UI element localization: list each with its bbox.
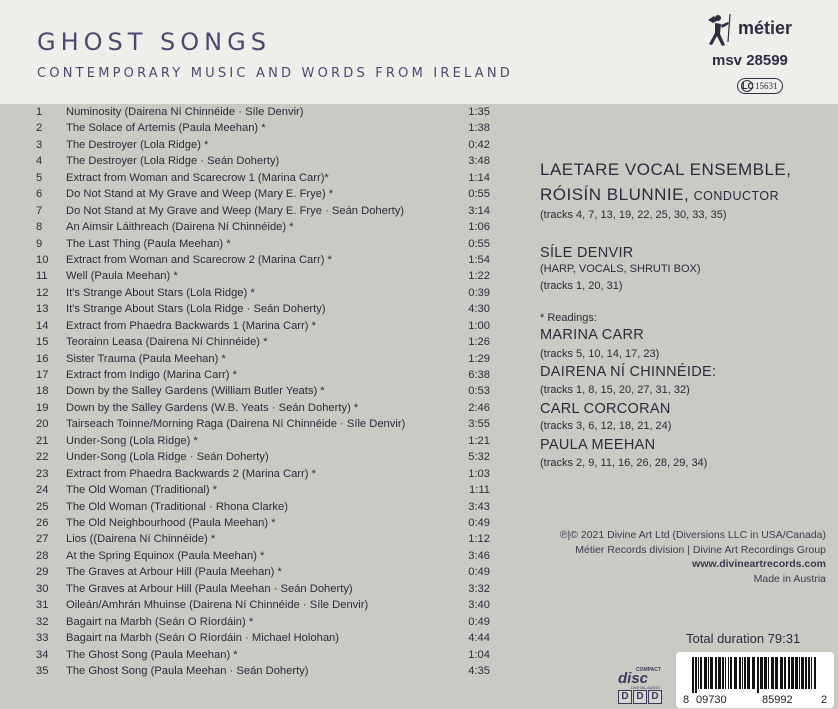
- track-duration: 3:40: [468, 599, 490, 612]
- track-duration: 4:30: [468, 303, 490, 316]
- label-code-badge: [737, 78, 783, 94]
- track-row: [0, 287, 500, 305]
- track-duration: 1:00: [468, 319, 490, 332]
- track-number: 25: [36, 500, 49, 513]
- lc-mark: LC: [742, 81, 754, 91]
- lc-number: 15631: [755, 81, 778, 91]
- soloist-name: SÍLE DENVIR: [540, 245, 634, 261]
- ddd-letter: D: [618, 690, 632, 704]
- track-number: 32: [36, 615, 49, 628]
- track-row: [0, 353, 500, 371]
- track-number: 28: [36, 549, 49, 562]
- track-duration: 4:44: [468, 632, 490, 645]
- track-number: 24: [36, 484, 49, 497]
- track-title: The Old Woman (Traditional) *: [66, 484, 218, 497]
- track-row: [0, 270, 500, 288]
- track-title: Extract from Phaedra Backwards 1 (Marina Carr) *: [66, 319, 316, 332]
- track-number: 6: [36, 188, 43, 201]
- track-number: 21: [36, 434, 49, 447]
- track-number: 10: [36, 253, 49, 266]
- reader-name: MARINA CARR: [540, 327, 645, 343]
- track-duration: 1:12: [468, 533, 490, 546]
- track-title: Sister Trauma (Paula Meehan) *: [66, 352, 226, 365]
- track-number: 19: [36, 401, 49, 414]
- track-row: [0, 369, 500, 387]
- track-row: [0, 238, 500, 256]
- track-row: [0, 435, 500, 453]
- track-row: [0, 122, 500, 140]
- track-title: The Last Thing (Paula Meehan) *: [66, 237, 231, 250]
- track-title: Extract from Woman and Scarecrow 2 (Marina Carr) *: [66, 253, 332, 266]
- track-title: Do Not Stand at My Grave and Weep (Mary E. Frye · Seán Doherty): [66, 204, 405, 217]
- track-title: The Old Neighbourhood (Paula Meehan) *: [66, 517, 276, 529]
- track-duration: 1:35: [468, 106, 490, 118]
- barcode-icon: [690, 657, 822, 693]
- soloist-instruments: (HARP, VOCALS, SHRUTI BOX): [540, 263, 701, 275]
- track-duration: 3:43: [468, 500, 490, 513]
- track-title: At the Spring Equinox (Paula Meehan) *: [66, 549, 265, 562]
- track-duration: 5:32: [468, 451, 490, 464]
- track-duration: 1:22: [468, 270, 490, 283]
- track-title: Extract from Phaedra Backwards 2 (Marina Carr) *: [66, 467, 316, 480]
- track-number: 17: [36, 369, 49, 382]
- track-number: 1: [36, 106, 43, 118]
- track-duration: 0:49: [468, 517, 490, 529]
- made-in: Made in Austria: [753, 573, 826, 585]
- track-title: Extract from Woman and Scarecrow 1 (Marina Carr)*: [66, 171, 329, 184]
- ddd-letter: D: [633, 690, 647, 704]
- track-title: The Ghost Song (Paula Meehan · Seán Doherty): [66, 664, 309, 677]
- catalog-number: msv 28599: [712, 52, 788, 69]
- track-row: [0, 501, 500, 519]
- track-row: [0, 188, 500, 206]
- disc-logo-bottom-text: DIGITAL AUDIO: [631, 685, 660, 690]
- conductor-line: [540, 185, 779, 205]
- track-title: Bagairt na Marbh (Seán O Ríordáin) *: [66, 615, 254, 628]
- track-row: [0, 484, 500, 502]
- barcode-digits-right: 85992: [762, 694, 793, 706]
- total-duration: Total duration 79:31: [686, 631, 801, 646]
- track-row: [0, 583, 500, 601]
- track-row: [0, 336, 500, 354]
- reader-name: CARL CORCORAN: [540, 401, 671, 417]
- track-number: 26: [36, 517, 49, 529]
- disc-logo-top-text: COMPACT: [636, 667, 661, 673]
- conductor-name: RÓISÍN BLUNNIE,: [540, 185, 690, 204]
- track-number: 23: [36, 467, 49, 480]
- barcode-digit-check: 2: [821, 694, 828, 706]
- track-number: 4: [36, 155, 43, 168]
- track-row: [0, 451, 500, 469]
- track-number: 31: [36, 599, 49, 612]
- disc-logo-word: disc: [618, 670, 649, 687]
- reader-tracks: (tracks 5, 10, 14, 17, 23): [540, 348, 660, 360]
- track-title: The Graves at Arbour Hill (Paula Meehan · Seán Doherty): [66, 582, 353, 595]
- ddd-code: [618, 690, 662, 704]
- track-title: The Old Woman (Traditional · Rhona Clarke): [66, 500, 288, 513]
- track-row: [0, 205, 500, 223]
- track-number: 12: [36, 286, 49, 299]
- track-row: [0, 649, 500, 667]
- track-duration: 1:03: [468, 467, 490, 480]
- track-number: 18: [36, 385, 49, 398]
- reader-tracks: (tracks 1, 8, 15, 20, 27, 31, 32): [540, 384, 690, 396]
- track-number: 16: [36, 352, 49, 365]
- track-title: Tairseach Toinne/Morning Raga (Dairena Ní Chinnéide · Síle Denvir): [66, 418, 406, 431]
- track-title: An Aimsir Láithreach (Dairena Ní Chinnéide) *: [66, 221, 294, 234]
- track-number: 9: [36, 237, 43, 250]
- track-title: The Ghost Song (Paula Meehan) *: [66, 648, 238, 661]
- track-duration: 0:53: [468, 385, 490, 398]
- barcode-digits-left: 09730: [696, 694, 727, 706]
- reader-name: DAIRENA NÍ CHINNÉIDE:: [540, 364, 717, 380]
- ensemble-tracks: (tracks 4, 7, 13, 19, 22, 25, 30, 33, 35): [540, 209, 727, 221]
- album-subtitle: CONTEMPORARY MUSIC AND WORDS FROM IRELAND: [37, 66, 513, 81]
- track-duration: 3:46: [468, 549, 490, 562]
- track-duration: 1:29: [468, 352, 490, 365]
- track-duration: 1:14: [468, 171, 490, 184]
- track-row: [0, 632, 500, 650]
- track-number: 13: [36, 303, 49, 316]
- conductor-role: CONDUCTOR: [693, 189, 780, 203]
- track-title: Do Not Stand at My Grave and Weep (Mary E. Frye) *: [66, 188, 334, 201]
- track-row: [0, 106, 500, 124]
- track-row: [0, 599, 500, 617]
- track-duration: 3:14: [468, 204, 490, 217]
- track-title: It's Strange About Stars (Lola Ridge) *: [66, 286, 255, 299]
- track-duration: 0:49: [468, 615, 490, 628]
- track-duration: 1:21: [468, 434, 490, 447]
- track-row: [0, 402, 500, 420]
- track-duration: 4:35: [468, 664, 490, 677]
- track-number: 27: [36, 533, 49, 546]
- track-duration: 3:48: [468, 155, 490, 168]
- track-row: [0, 665, 500, 683]
- track-title: Down by the Salley Gardens (W.B. Yeats · Seán Doherty) *: [66, 401, 359, 414]
- track-duration: 1:26: [468, 336, 490, 349]
- track-duration: 0:42: [468, 138, 490, 151]
- track-row: [0, 303, 500, 321]
- track-duration: 1:11: [469, 484, 490, 497]
- track-duration: 0:55: [468, 237, 490, 250]
- track-number: 14: [36, 319, 49, 332]
- ensemble-name: LAETARE VOCAL ENSEMBLE,: [540, 160, 792, 179]
- track-duration: 2:46: [468, 401, 490, 414]
- copyright-line: ℗|© 2021 Divine Art Ltd (Diversions LLC in USA/Canada): [559, 529, 826, 541]
- track-title: It's Strange About Stars (Lola Ridge · Seán Doherty): [66, 303, 326, 316]
- track-number: 7: [36, 204, 43, 217]
- track-row: [0, 550, 500, 568]
- track-title: Teorainn Leasa (Dairena Ní Chinnéide) *: [66, 336, 268, 349]
- track-duration: 0:49: [468, 566, 490, 579]
- track-number: 11: [36, 270, 48, 283]
- track-row: [0, 139, 500, 157]
- reader-tracks: (tracks 2, 9, 11, 16, 26, 28, 29, 34): [540, 457, 708, 469]
- track-row: [0, 221, 500, 239]
- track-title: Well (Paula Meehan) *: [66, 270, 178, 283]
- track-number: 22: [36, 451, 49, 464]
- soloist-tracks: (tracks 1, 20, 31): [540, 280, 623, 292]
- track-duration: 6:38: [468, 369, 490, 382]
- track-duration: 0:55: [468, 188, 490, 201]
- track-number: 33: [36, 632, 49, 645]
- track-number: 20: [36, 418, 49, 431]
- track-title: The Destroyer (Lola Ridge) *: [66, 138, 209, 151]
- track-duration: 0:39: [468, 286, 490, 299]
- track-title: The Graves at Arbour Hill (Paula Meehan) *: [66, 566, 282, 579]
- track-number: 15: [36, 336, 49, 349]
- track-title: Lios ((Dairena Ní Chinnéide) *: [66, 533, 216, 546]
- track-row: [0, 533, 500, 551]
- ddd-letter: D: [648, 690, 662, 704]
- track-number: 35: [36, 664, 49, 677]
- track-row: [0, 566, 500, 584]
- track-duration: 1:54: [468, 253, 490, 266]
- track-row: [0, 254, 500, 272]
- track-row: [0, 172, 500, 190]
- readings-heading: * Readings:: [540, 312, 597, 324]
- track-title: Under-Song (Lola Ridge · Seán Doherty): [66, 451, 269, 464]
- track-row: [0, 155, 500, 173]
- album-title: GHOST SONGS: [37, 28, 271, 56]
- division-line: Métier Records division | Divine Art Recordings Group: [575, 544, 826, 556]
- track-duration: 3:32: [468, 582, 490, 595]
- track-title: The Destroyer (Lola Ridge · Seán Doherty): [66, 155, 280, 168]
- track-title: Bagairt na Marbh (Seán O Ríordáin · Michael Holohan): [66, 632, 339, 645]
- reader-name: PAULA MEEHAN: [540, 437, 656, 453]
- track-title: The Solace of Artemis (Paula Meehan) *: [66, 122, 266, 135]
- barcode-digit-prefix: 8: [683, 694, 690, 706]
- track-title: Oileán/Amhrán Mhuinse (Dairena Ní Chinnéide · Síle Denvir): [66, 599, 369, 612]
- track-title: Extract from Indigo (Marina Carr) *: [66, 369, 237, 382]
- track-duration: 1:04: [468, 648, 490, 661]
- track-row: [0, 320, 500, 338]
- track-number: 34: [36, 648, 49, 661]
- track-duration: 1:38: [468, 122, 490, 135]
- track-duration: 1:06: [468, 221, 490, 234]
- track-row: [0, 385, 500, 403]
- header-band: [0, 0, 838, 104]
- track-row: [0, 468, 500, 486]
- metier-figure-icon: [704, 12, 732, 48]
- track-number: 8: [36, 221, 43, 234]
- reader-tracks: (tracks 3, 6, 12, 18, 21, 24): [540, 420, 672, 432]
- track-row: [0, 517, 500, 535]
- track-number: 5: [36, 171, 43, 184]
- track-title: Numinosity (Dairena Ní Chinnéide · Síle Denvir): [66, 106, 304, 118]
- track-number: 3: [36, 138, 43, 151]
- track-title: Down by the Salley Gardens (William Butler Yeats) *: [66, 385, 325, 398]
- track-row: [0, 418, 500, 436]
- label-logo-text: métier: [738, 18, 793, 38]
- track-number: 2: [36, 122, 43, 135]
- track-duration: 3:55: [468, 418, 490, 431]
- track-title: Under-Song (Lola Ridge) *: [66, 434, 198, 447]
- website-link[interactable]: www.divineartrecords.com: [692, 558, 826, 570]
- track-number: 29: [36, 566, 49, 579]
- track-number: 30: [36, 582, 49, 595]
- track-row: [0, 616, 500, 634]
